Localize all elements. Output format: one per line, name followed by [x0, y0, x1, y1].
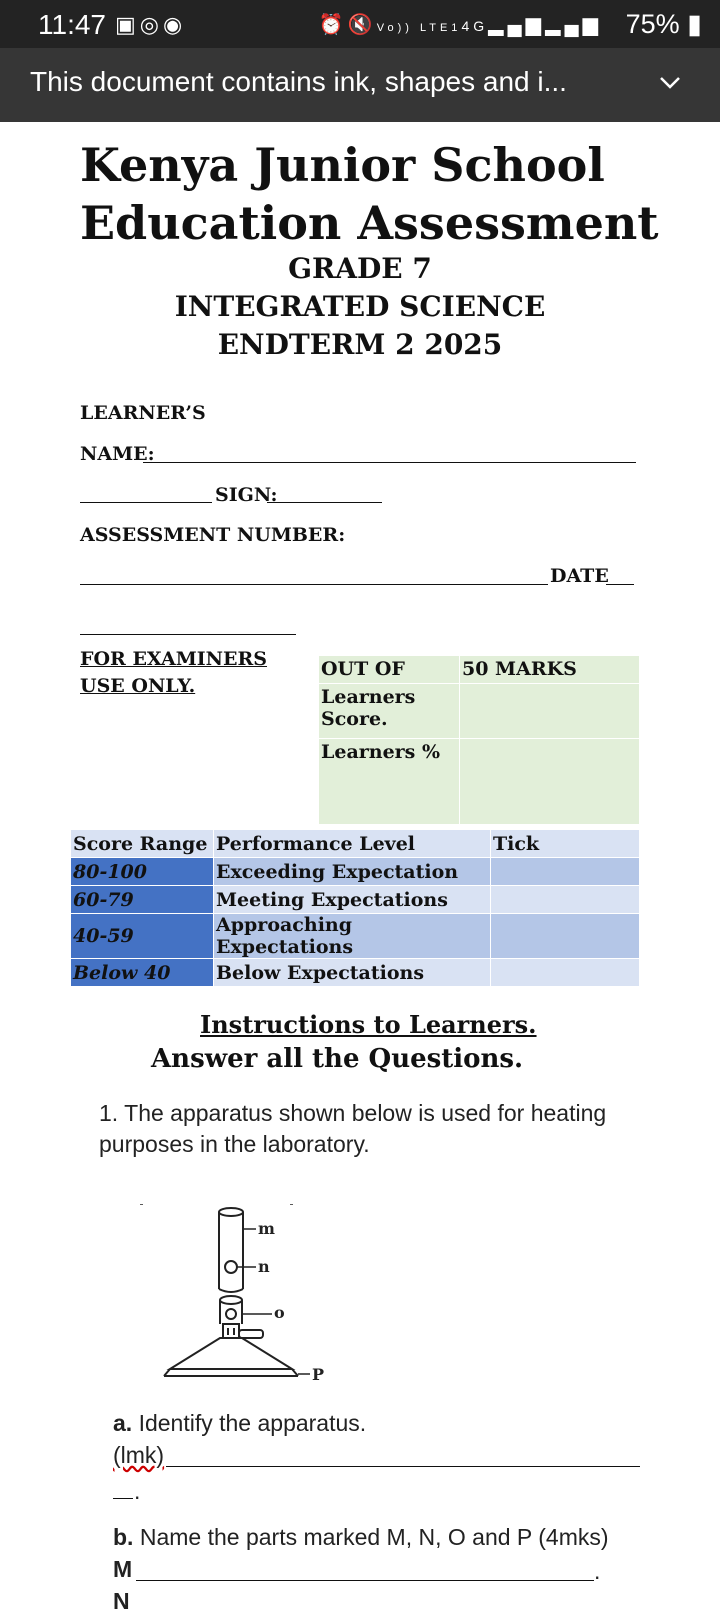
performance-table: [70, 829, 640, 987]
system-icons: [319, 12, 602, 37]
messenger-icon: ◉: [163, 12, 187, 37]
document-notice-banner[interactable]: [0, 48, 720, 122]
part-b-m-label: M: [113, 1556, 133, 1582]
learners-percent-cell[interactable]: [460, 739, 640, 825]
subject-heading: INTEGRATED SCIENCE: [174, 290, 546, 323]
term-heading: ENDTERM 2 2025: [217, 328, 503, 361]
part-a-marks: (lmk): [113, 1442, 165, 1468]
out-of-label: OUT OF: [319, 656, 460, 684]
header-tick: Tick: [491, 830, 640, 858]
bunsen-burner-diagram: [130, 1204, 350, 1394]
chevron-down-icon[interactable]: [656, 68, 684, 96]
header-performance-level: Performance Level: [214, 830, 491, 858]
performance-level-cell: Meeting Expectations: [214, 886, 491, 914]
tick-cell[interactable]: [491, 886, 640, 914]
status-time: 11:47: [38, 9, 106, 40]
table-row: [71, 959, 640, 987]
score-range-cell: Below 40: [71, 959, 214, 987]
sign-label: SIGN:: [215, 484, 278, 506]
learners-score-label: Learners Score.: [319, 684, 460, 739]
question-1-text: 1. The apparatus shown below is used for heating purposes in the laboratory.: [99, 1100, 607, 1157]
tick-cell[interactable]: [491, 959, 640, 987]
mute-icon: 🔇: [347, 14, 377, 36]
examiners-use-label: FOR EXAMINERS USE ONLY.: [80, 648, 268, 697]
performance-level-cell: Exceeding Expectation: [214, 858, 491, 886]
score-range-cell: 60-79: [71, 886, 214, 914]
battery-indicator: [626, 9, 702, 40]
learners-score-cell[interactable]: [460, 684, 640, 739]
banner-text: This document contains ink, shapes and i...: [30, 66, 567, 97]
signal-icon: ▂▄▆: [488, 14, 546, 36]
header-score-range: Score Range: [71, 830, 214, 858]
name-line-continued: [80, 502, 212, 503]
status-bar: [0, 0, 720, 48]
table-row: [71, 858, 640, 886]
label-m: m: [258, 1219, 275, 1238]
sign-line: [267, 502, 382, 503]
label-o: o: [274, 1303, 285, 1322]
answer-line-a-continued[interactable]: [113, 1498, 133, 1499]
gallery-icon: ▣: [115, 12, 140, 37]
learners-percent-label: Learners %: [319, 739, 460, 825]
assessment-number-line: [80, 584, 548, 585]
whatsapp-icon: ◎: [139, 12, 163, 37]
part-b-text: Name the parts marked M, N, O and P (4mks): [139, 1524, 609, 1550]
date-line: [606, 584, 634, 585]
exam-score-table: [318, 655, 640, 825]
signal-icon: ▂▄▆: [545, 14, 602, 36]
date-label: DATE: [550, 565, 609, 587]
notification-icons: [115, 12, 186, 38]
date-line-continued: [80, 634, 296, 635]
part-b-n-label: N: [113, 1588, 130, 1614]
page-title-line1: Kenya Junior School: [80, 138, 605, 192]
learners-label: LEARNER’S: [80, 402, 206, 424]
battery-percent: 75%: [625, 9, 680, 39]
part-a-letter: a.: [113, 1410, 133, 1436]
4g-icon: 4G: [461, 18, 489, 34]
score-range-cell: 80-100: [71, 858, 214, 886]
name-line: [143, 462, 636, 463]
answer-line-m[interactable]: [136, 1580, 594, 1581]
part-a-text: Identify the apparatus.: [138, 1410, 367, 1436]
label-p: P: [312, 1365, 325, 1384]
score-range-cell: 40-59: [71, 914, 214, 959]
table-row: [71, 886, 640, 914]
performance-level-cell: Below Expectations: [214, 959, 491, 987]
instructions-text: Answer all the Questions.: [151, 1044, 524, 1074]
total-marks: 50 MARKS: [460, 656, 640, 684]
question-1b: [113, 1522, 609, 1553]
question-1a: [113, 1408, 366, 1439]
assessment-number-label: ASSESSMENT NUMBER:: [80, 524, 346, 546]
performance-level-cell: Approaching Expectations: [214, 914, 491, 959]
battery-icon: ▮: [679, 9, 702, 39]
page-title-line2: Education Assessment: [80, 196, 659, 250]
tick-cell[interactable]: [491, 914, 640, 959]
table-row: [71, 914, 640, 959]
instructions-title: Instructions to Learners.: [200, 1010, 537, 1039]
alarm-icon: ⏰: [318, 14, 348, 36]
document-page: Kenya Junior School Education Assessment GRADE 7 INTEGRATED SCIENCE ENDTERM 2 2025 LEARNER’S NAME: SIGN: ASSESSMENT NUMBER: DATE FOR EXAMINERS USE ONLY. OUT OF 50 MARKS Learners Score. Learners % Score Range Performance Level Tick 80-100 Exceeding Expectation 60-79 Meeting Expectations 40-59 Approaching Expectations Below 40 Below Expectations Instructions to Learners. Answer all the Questions. 1. The apparatus shown below is used for heating purposes in the laboratory. m n o P a. Identify the apparatus. (lmk) . b. Name the parts marked M, N, O and P (4mks) M . N: [0, 122, 720, 1600]
grade-heading: GRADE 7: [288, 252, 432, 285]
name-label: NAME:: [80, 443, 155, 465]
part-b-letter: b.: [113, 1524, 134, 1550]
answer-line-a[interactable]: [166, 1466, 640, 1467]
tick-cell[interactable]: [491, 858, 640, 886]
volte-icon: Vo)) LTE1: [376, 22, 462, 34]
label-n: n: [258, 1257, 270, 1276]
